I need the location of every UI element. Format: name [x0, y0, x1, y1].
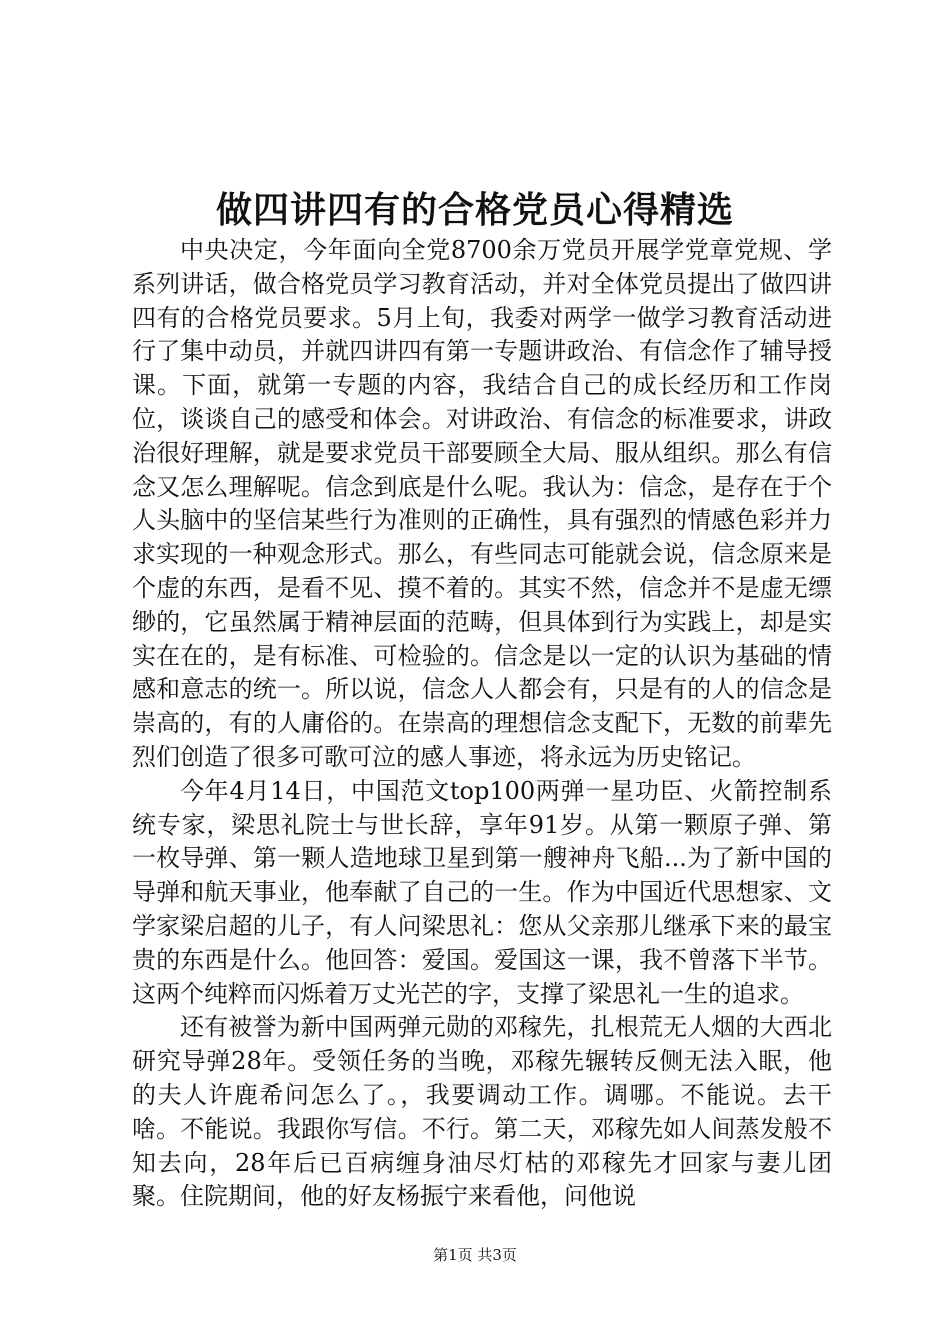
document-title: 做四讲四有的合格党员心得精选 — [215, 189, 734, 231]
paragraph: 还有被誉为新中国两弹元勋的邓稼先，扎根荒无人烟的大西北研究导弹28年。受领任务的当晚，邓稼先辗转反侧无法入眠，他的夫人许鹿希问怎么了。，我要调动工作。调哪。不能说。去干啥。不能说。我跟你写信。不行。第二天，邓稼先如人间蒸发般不知去向，28年后已百病缠身油尽灯枯的邓稼先才回家与妻儿团聚。住院期间，他的好友杨振宁来看他，问他说 — [132, 1013, 832, 1211]
page-number-footer: 第1页 共3页 — [433, 1246, 517, 1264]
document-body — [132, 234, 832, 1214]
paragraph: 中央决定，今年面向全党8700余万党员开展学党章党规、学系列讲话，做合格党员学习教育活动，并对全体党员提出了做四讲四有的合格党员要求。5月上旬，我委对两学一做学习教育活动进行了集中动员，并就四讲四有第一专题讲政治、有信念作了辅导授课。下面，就第一专题的内容，我结合自己的成长经历和工作岗位，谈谈自己的感受和体会。对讲政治、有信念的标准要求，讲政治很好理解，就是要求党员干部要顾全大局、服从组织。那么有信念又怎么理解呢。信念到底是什么呢。我认为：信念，是存在于个人头脑中的坚信某些行为准则的正确性，具有强烈的情感色彩并力求实现的一种观念形式。那么，有些同志可能就会说，信念原来是个虚的东西，是看不见、摸不着的。其实不然，信念并不是虚无缥缈的，它虽然属于精神层面的范畴，但具体到行为实践上，却是实实在在的，是有标准、可检验的。信念是以一定的认识为基础的情感和意志的统一。所以说，信念人人都会有，只是有的人的信念是崇高的，有的人庸俗的。在崇高的理想信念支配下，无数的前辈先烈们创造了很多可歌可泣的感人事迹，将永远为历史铭记。 — [132, 236, 832, 771]
paragraph: 今年4月14日，中国范文top100两弹一星功臣、火箭控制系统专家，梁思礼院士与世长辞，享年91岁。从第一颗原子弹、第一枚导弹、第一颗人造地球卫星到第一艘神舟飞船...为了新中国的导弹和航天事业，他奉献了自己的一生。作为中国近代思想家、文学家梁启超的儿子，有人问梁思礼：您从父亲那儿继承下来的最宝贵的东西是什么。他回答：爱国。爱国这一课，我不曾落下半节。这两个纯粹而闪烁着万丈光芒的字，支撑了梁思礼一生的追求。 — [132, 776, 832, 1008]
